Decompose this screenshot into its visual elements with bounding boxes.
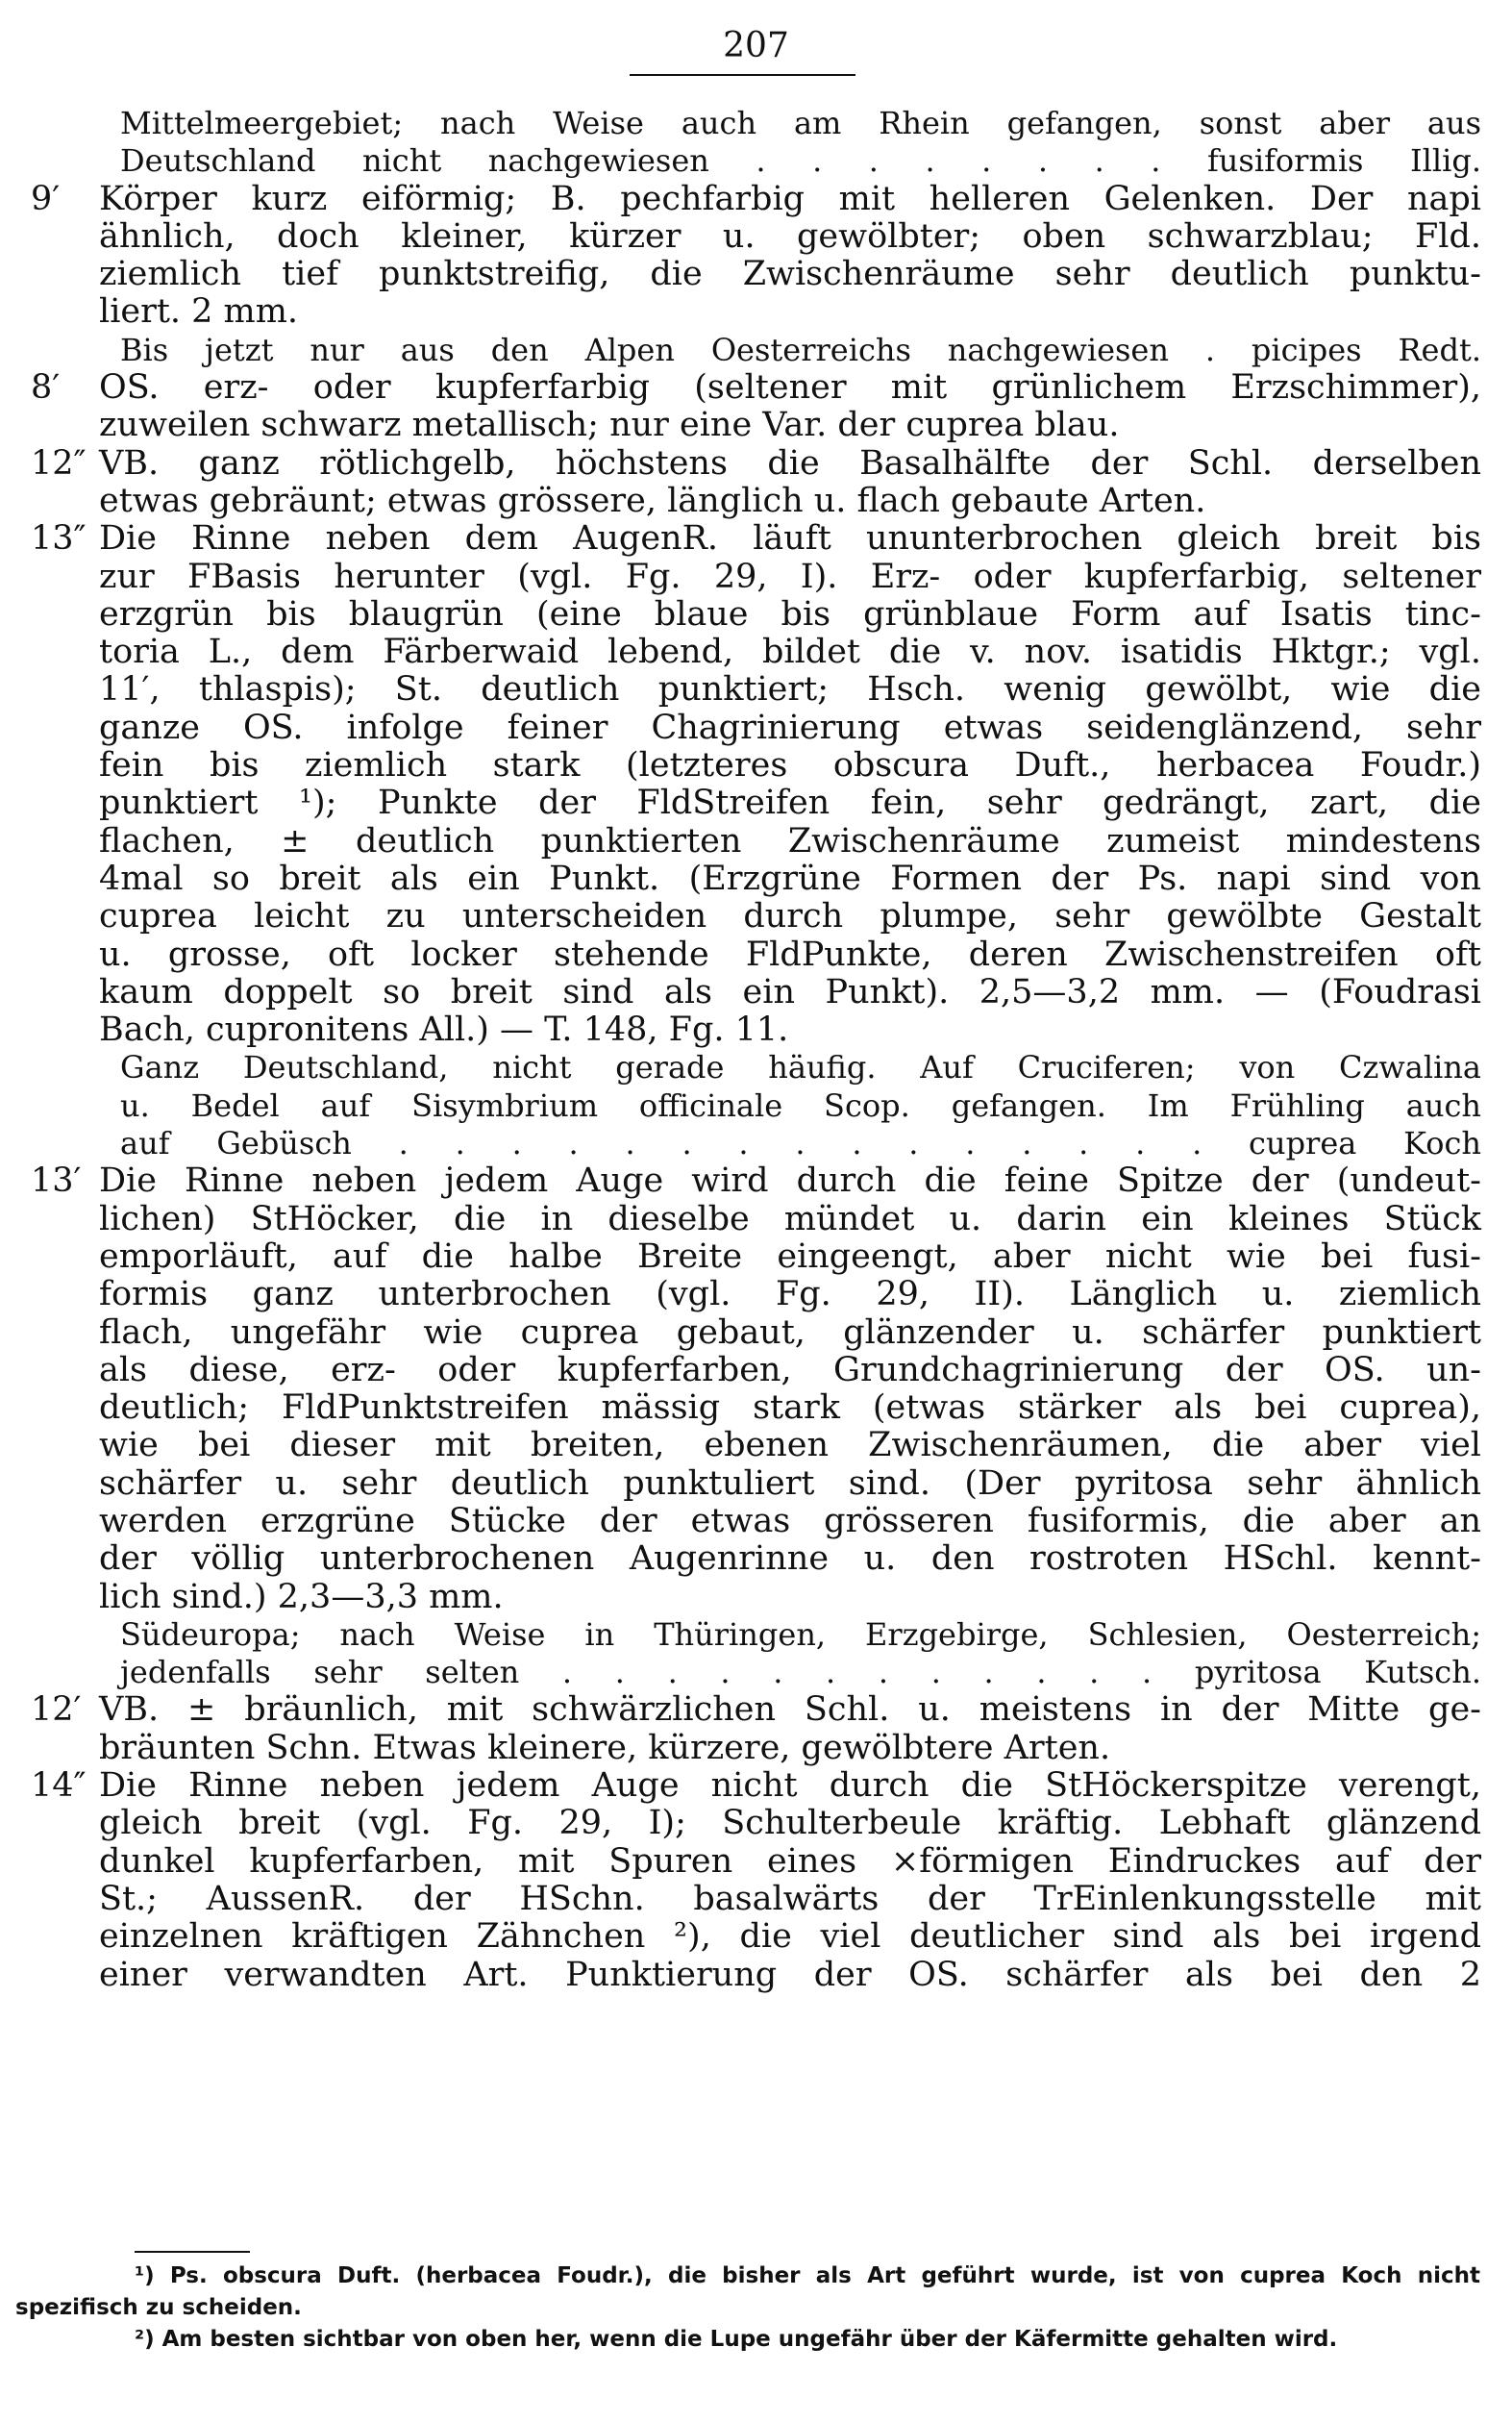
text-line — [0, 444, 1512, 482]
header-rule — [630, 74, 855, 76]
text-line — [0, 1426, 1512, 1463]
text-line — [0, 1237, 1512, 1275]
line-text: St.; AussenR. der HSchn. basalwärts der TrEinlenkungsstelle mit — [99, 1879, 1481, 1918]
line-text: liert. 2 mm. — [99, 292, 299, 332]
line-text: fein bis ziemlich stark (letzteres obscura Duft., herbacea Foudr.) — [99, 746, 1481, 786]
line-text: Die Rinne neben dem AugenR. läuft ununterbrochen gleich breit bis — [99, 519, 1481, 559]
line-text: ganze OS. infolge feiner Chagrinierung etwas seidenglänzend, sehr — [99, 708, 1481, 747]
line-text: Bis jetzt nur aus den Alpen Oesterreichs nachgewiesen . picipes Redt. — [120, 331, 1481, 368]
text-line — [0, 558, 1512, 595]
line-text: toria L., dem Färberwaid lebend, bildet die v. nov. isatidis Hktgr.; vgl. — [99, 633, 1481, 672]
text-line — [0, 1578, 1512, 1615]
text-line — [0, 292, 1512, 330]
text-line — [0, 217, 1512, 255]
couplet-number: 12′ — [31, 1690, 82, 1730]
footnotes — [0, 2261, 1512, 2357]
line-text: etwas gebräunt; etwas grössere, länglich u. flach gebaute Arten. — [99, 481, 1206, 520]
text-line — [0, 104, 1512, 141]
text-line — [0, 1880, 1512, 1917]
text-line — [0, 1956, 1512, 1993]
line-text: lichen) StHöcker, die in dieselbe mündet u. darin ein kleines Stück — [99, 1199, 1481, 1238]
line-text: Bach, cupronitens All.) — T. 148, Fg. 11. — [99, 1011, 789, 1050]
text-line — [0, 1653, 1512, 1690]
text-line — [0, 1086, 1512, 1124]
text-line — [0, 1917, 1512, 1955]
page-number: 207 — [723, 26, 789, 65]
text-line — [0, 1766, 1512, 1804]
line-text: einzelnen kräftigen Zähnchen ²), die viel deutlicher sind als bei irgend — [99, 1917, 1481, 1957]
couplet-number: 12″ — [31, 443, 87, 483]
line-text: u. Bedel auf Sisymbrium officinale Scop. gefangen. Im Frühling auch — [120, 1086, 1481, 1124]
text-line — [0, 1313, 1512, 1351]
line-text: der völlig unterbrochenen Augenrinne u. den rostroten HSchl. kennt- — [99, 1539, 1481, 1579]
text-line — [0, 1464, 1512, 1502]
line-text: flachen, ± deutlich punktierten Zwischenräume zumeist mindestens — [99, 821, 1481, 861]
line-text: werden erzgrüne Stücke der etwas grösseren fusiformis, die aber an — [99, 1501, 1481, 1540]
line-text: wie bei dieser mit breiten, ebenen Zwischenräumen, die aber viel — [99, 1426, 1481, 1465]
line-text: bräunten Schn. Etwas kleinere, kürzere, gewölbtere Arten. — [99, 1728, 1111, 1767]
line-text: lich sind.) 2,3—3,3 mm. — [99, 1577, 504, 1616]
footnote-text: ²) Am besten sichtbar von oben her, wenn die Lupe ungefähr über der Käfermitte gehalten wird. — [135, 2327, 1338, 2352]
text-line — [0, 1351, 1512, 1388]
footnote-rule — [135, 2251, 250, 2253]
line-text: punktiert ¹); Punkte der FldStreifen fein, sehr gedrängt, zart, die — [99, 784, 1481, 823]
line-text: VB. ganz rötlichgelb, höchstens die Basalhälfte der Schl. derselben — [99, 443, 1481, 483]
line-text: Die Rinne neben jedem Auge wird durch die feine Spitze der (undeut- — [99, 1161, 1481, 1201]
line-text: einer verwandten Art. Punktierung der OS. schärfer als bei den 2 — [99, 1955, 1481, 1994]
text-line — [0, 709, 1512, 746]
footnote-line — [0, 2325, 1512, 2357]
footnote-line — [0, 2261, 1512, 2293]
line-text: formis ganz unterbrochen (vgl. Fg. 29, II). Länglich u. ziemlich — [99, 1275, 1481, 1314]
line-text: 11′, thlaspis); St. deutlich punktiert; Hsch. wenig gewölbt, wie die — [99, 670, 1481, 710]
line-text: Südeuropa; nach Weise in Thüringen, Erzgebirge, Schlesien, Oesterreich; — [120, 1615, 1481, 1653]
line-text: zur FBasis herunter (vgl. Fg. 29, I). Erz- oder kupferfarbig, seltener — [99, 557, 1481, 596]
text-line — [0, 482, 1512, 519]
line-text: 4mal so breit als ein Punkt. (Erzgrüne Formen der Ps. napi sind von — [99, 859, 1481, 898]
text-line — [0, 860, 1512, 897]
line-text: cuprea leicht zu unterscheiden durch plumpe, sehr gewölbte Gestalt — [99, 897, 1481, 936]
text-line — [0, 784, 1512, 821]
line-text: dunkel kupferfarben, mit Spuren eines ×förmigen Eindruckes auf der — [99, 1841, 1481, 1881]
footnote-line — [0, 2293, 1512, 2325]
text-line — [0, 1124, 1512, 1161]
text-line — [0, 670, 1512, 708]
text-line — [0, 331, 1512, 368]
couplet-number: 13″ — [31, 519, 87, 559]
text-line — [0, 633, 1512, 670]
text-line — [0, 1804, 1512, 1841]
line-text: erzgrün bis blaugrün (eine blaue bis grünblaue Form auf Isatis tinc- — [99, 594, 1481, 634]
footnote-text: spezifisch zu scheiden. — [15, 2295, 302, 2320]
text-line — [0, 141, 1512, 179]
couplet-number: 8′ — [31, 368, 61, 408]
text-line — [0, 897, 1512, 935]
line-text: schärfer u. sehr deutlich punktuliert sind. (Der pyritosa sehr ähnlich — [99, 1463, 1481, 1503]
line-text: als diese, erz- oder kupferfarben, Grundchagrinierung der OS. un- — [99, 1350, 1481, 1389]
line-text: OS. erz- oder kupferfarbig (seltener mit grünlichem Erzschimmer), — [99, 368, 1481, 408]
text-line — [0, 1200, 1512, 1237]
line-text: auf Gebüsch . . . . . . . . . . . . . . . cuprea Koch — [120, 1125, 1481, 1162]
line-text: u. grosse, oft locker stehende FldPunkte, deren Zwischenstreifen oft — [99, 935, 1481, 974]
text-line — [0, 1615, 1512, 1653]
couplet-number: 9′ — [31, 179, 61, 218]
text-line — [0, 1539, 1512, 1577]
text-line — [0, 1729, 1512, 1766]
text-line — [0, 1690, 1512, 1728]
text-line — [0, 368, 1512, 406]
line-text: Die Rinne neben jedem Auge nicht durch die StHöckerspitze verengt, — [99, 1766, 1481, 1806]
line-text: zuweilen schwarz metallisch; nur eine Var. der cuprea blau. — [99, 406, 1120, 445]
line-text: emporläuft, auf die halbe Breite eingeengt, aber nicht wie bei fusi- — [99, 1236, 1481, 1276]
text-line — [0, 255, 1512, 292]
text-line — [0, 1388, 1512, 1426]
text-line — [0, 519, 1512, 557]
text-line — [0, 822, 1512, 860]
text-line — [0, 1275, 1512, 1312]
line-text: gleich breit (vgl. Fg. 29, I); Schulterbeule kräftig. Lebhaft glänzend — [99, 1804, 1481, 1843]
text-line — [0, 180, 1512, 217]
text-line — [0, 1502, 1512, 1539]
line-text: Körper kurz eiförmig; B. pechfarbig mit helleren Gelenken. Der napi — [99, 179, 1481, 218]
text-line — [0, 746, 1512, 784]
text-line — [0, 1161, 1512, 1199]
text-line — [0, 406, 1512, 443]
text-line — [0, 936, 1512, 973]
line-text: deutlich; FldPunktstreifen mässig stark (etwas stärker als bei cuprea), — [99, 1388, 1481, 1428]
line-text: flach, ungefähr wie cuprea gebaut, glänzender u. schärfer punktiert — [99, 1312, 1481, 1352]
footnote-text: ¹) Ps. obscura Duft. (herbacea Foudr.), die bisher als Art geführt wurde, ist von cuprea Koch nicht — [135, 2263, 1480, 2288]
line-text: jedenfalls sehr selten . . . . . . . . . . . . pyritosa Kutsch. — [120, 1654, 1481, 1691]
text-line — [0, 1842, 1512, 1880]
line-text: ähnlich, doch kleiner, kürzer u. gewölbter; oben schwarzblau; Fld. — [99, 216, 1481, 256]
line-text: VB. ± bräunlich, mit schwärzlichen Schl. u. meistens in der Mitte ge- — [99, 1690, 1481, 1730]
line-text: kaum doppelt so breit sind als ein Punkt). 2,5—3,2 mm. — (Foudrasi — [99, 972, 1481, 1011]
couplet-number: 14″ — [31, 1766, 87, 1806]
text-line — [0, 973, 1512, 1011]
text-line — [0, 1048, 1512, 1086]
key-text — [0, 104, 1512, 1993]
line-text: Mittelmeergebiet; nach Weise auch am Rhein gefangen, sonst aber aus — [120, 105, 1481, 141]
line-text: ziemlich tief punktstreifig, die Zwischenräume sehr deutlich punktu- — [99, 255, 1481, 294]
text-line — [0, 1011, 1512, 1048]
couplet-number: 13′ — [31, 1161, 82, 1201]
line-text: Ganz Deutschland, nicht gerade häufig. Auf Cruciferen; von Czwalina — [120, 1049, 1481, 1086]
text-line — [0, 595, 1512, 633]
line-text: Deutschland nicht nachgewiesen . . . . . . . . fusiformis Illig. — [120, 142, 1481, 180]
